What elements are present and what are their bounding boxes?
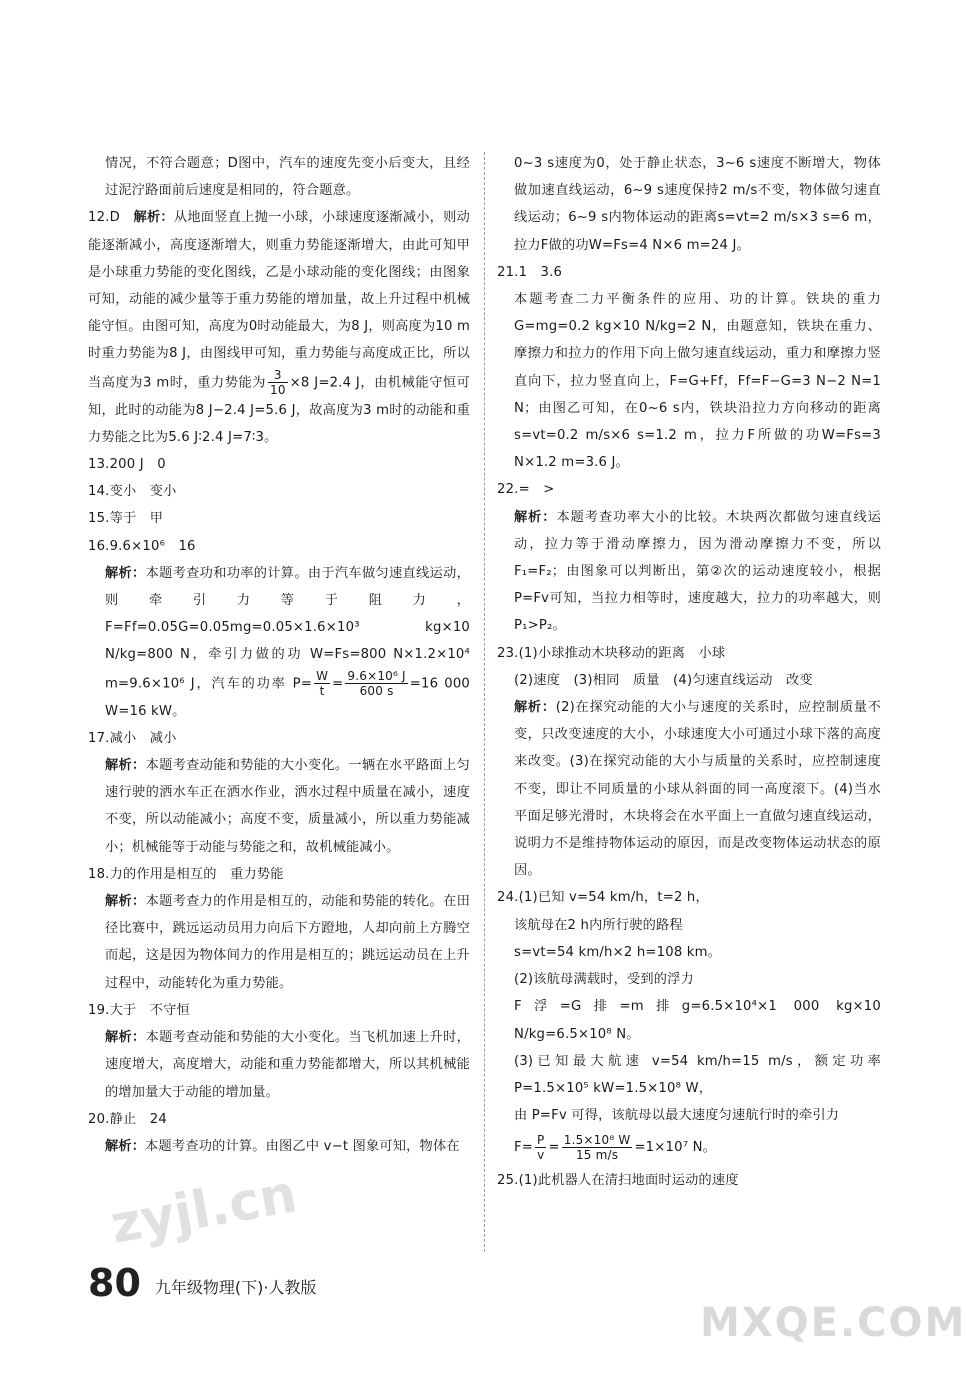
fraction: $\frac{3}{10}$ — [269, 367, 286, 397]
q19-explanation: 解析：本题考查动能和势能的大小变化。当飞机加速上升时，速度增大，高度增大，动能和重力势能都增大，所以其机械能的增加量大于动能的增加量。 — [105, 1030, 470, 1100]
q25: 25.(1)此机器人在清扫地面时运动的速度 — [497, 1173, 739, 1189]
page-footer — [88, 1261, 317, 1305]
q20-explanation: 解析：本题考查功的计算。由图乙中 v−t 图象可知，物体在 — [105, 1138, 460, 1154]
fraction: $\frac{P}{v}$ — [537, 1132, 545, 1162]
fraction: $\frac{\text{9.6×10⁶ J}}{600 s}$ — [347, 668, 406, 698]
left-column — [88, 150, 470, 1160]
book-title: 九年级物理(下)·人教版 — [154, 1278, 317, 1297]
q23-explanation: 解析：(2)在探究动能的大小与速度的关系时，应控制质量不变，只改变速度的大小，小球速度大小可通过小球下落的高度来改变。(3)在探究动能的大小与质量的关系时，应控制速度不变，即让不同质量的小球从斜面的同一高度滚下。(4)当水平面足够光滑时，木块将会在水平面上一直做匀速直线运动，说明力不是维持物体运动的原因，而是改变物体运动状态的原因。 — [514, 700, 881, 879]
q20-answer: 20.静止 24 — [88, 1111, 167, 1127]
q19-answer: 19.大于 不守恒 — [88, 1002, 190, 1018]
q14: 14.变小 变小 — [88, 484, 177, 500]
q12: 12.D 解析：从地面竖直上抛一小球，小球速度逐渐减小，则动能逐渐减小，高度逐渐增大，则重力势能逐渐增大，由此可知甲是小球重力势能的变化图线，乙是小球动能的变化图线；由图象可知，动能的减少量等于重力势能的增加量，故上升过程中机械能守恒。由图可知，高度为0时动能最大，为8 J，则高度为10 m时重力势能为8 J，由图线甲可知，重力势能与高度成正比，所以当高度为3 m时，重力势能为 $\frac{3}{10}$ ×8 J=2.4 J，由机械能守恒可知，此时的动能为8 J−2.4 J=5.6 J，故高度为3 m时的动能和重力势能之比为5.6 J∶2.4 J=7∶3。 — [88, 210, 470, 445]
q24-line-6: (3)已知最大航速 v=54 km/h=15 m/s，额定功率 P=1.5×10⁵ kW=1.5×10⁸ W， — [514, 1053, 881, 1096]
column-divider — [484, 152, 485, 1252]
fraction: $\frac{W}{t}$ — [316, 668, 329, 698]
q23-answer: 23.(1)小球推动木块移动的距离 小球 — [497, 645, 726, 661]
q24-line-1: 24.(1)已知 v=54 km/h，t=2 h， — [497, 890, 709, 906]
q24-line-7: 由 P=Fv 可得，该航母以最大速度匀速航行时的牵引力 — [514, 1108, 840, 1124]
q17-answer: 17.减小 减小 — [88, 730, 177, 746]
q15: 15.等于 甲 — [88, 511, 164, 527]
q18-explanation: 解析：本题考查力的作用是相互的，动能和势能的转化。在田径比赛中，跳远运动员用力向后下方蹬地，人却向前上方腾空而起，这是因为物体间力的作用是相互的；跳远运动员在上升过程中，动能转化为重力势能。 — [105, 894, 470, 991]
q21-answer: 21.1 3.6 — [497, 264, 563, 280]
q13: 13.200 J 0 — [88, 457, 166, 473]
q24-formula: F= $\frac{P}{v}$ = $\frac{\text{1.5×10⁸ W}}{15 m/s}$ =1×10⁷ N。 — [514, 1132, 717, 1162]
q18-answer: 18.力的作用是相互的 重力势能 — [88, 866, 284, 882]
q17-explanation: 解析：本题考查动能和势能的大小变化。一辆在水平路面上匀速行驶的洒水车正在洒水作业，洒水过程中质量在减小，速度不变，所以动能减小；高度不变，质量减小，所以重力势能减小；机械能等于动能与势能之和，故机械能减小。 — [105, 758, 470, 855]
right-column — [497, 150, 881, 1195]
q24-line-2: 该航母在2 h内所行驶的路程 — [514, 917, 683, 933]
q24-line-4: (2)该航母满载时，受到的浮力 — [514, 972, 694, 988]
q22-answer: 22.= > — [497, 482, 555, 498]
watermark-left: zyjl.cn — [106, 1164, 302, 1256]
q22-explanation: 解析：本题考查功率大小的比较。木块两次都做匀速直线运动，拉力等于滑动摩擦力，因为滑动摩擦力不变，所以F₁=F₂；由图象可以判断出，第②次的运动速度较小，根据P=Fv可知，当拉力相等时，速度越大，拉力的功率越大，则P₁>P₂。 — [514, 509, 881, 634]
q24-line-5: F浮=G排=m排g=6.5×10⁴×1 000 kg×10 N/kg=6.5×10⁸ N。 — [514, 999, 881, 1042]
watermark-right: MXQE.COM — [700, 1300, 966, 1346]
page-number: 80 — [88, 1261, 141, 1305]
q21-explanation: 本题考查二力平衡条件的应用、功的计算。铁块的重力G=mg=0.2 kg×10 N/kg=2 N，由题意知，铁块在重力、摩擦力和拉力的作用下向上做匀速直线运动，重力和摩擦力竖直向下，拉力竖直向上，F=G+Ff，Ff=F−G=3 N−2 N=1 N；由图乙可知，在0~6 s内，铁块沿拉力方向移动的距离s=vt=0.2 m/s×6 s=1.2 m，拉力F所做的功W=Fs=3 N×1.2 m=3.6 J。 — [514, 292, 881, 471]
fraction: $\frac{\text{1.5×10⁸ W}}{15 m/s}$ — [563, 1132, 631, 1162]
q24-line-3: s=vt=54 km/h×2 h=108 km。 — [514, 944, 722, 960]
q23-answer-2: (2)速度 (3)相同 质量 (4)匀速直线运动 改变 — [514, 672, 813, 688]
q20-continued: 0~3 s速度为0，处于静止状态，3~6 s速度不断增大，物体做加速直线运动，6~9 s速度保持2 m/s不变，物体做匀速直线运动；6~9 s内物体运动的距离s=vt=2 m/s×3 s=6 m，拉力F做的功W=Fs=4 N×6 m=24 J。 — [514, 156, 881, 253]
q16-answer: 16.9.6×10⁶ 16 — [88, 538, 196, 554]
q11-continued: 情况，不符合题意；D图中，汽车的速度先变小后变大，且经过泥泞路面前后速度是相同的，符合题意。 — [105, 156, 470, 199]
q16-explanation: 解析：本题考查功和功率的计算。由于汽车做匀速直线运动，则牵引力等于阻力，F=Ff=0.05G=0.05mg=0.05×1.6×10³ kg×10 N/kg=800 N，牵引力做的功 W=Fs=800 N×1.2×10⁴ m=9.6×10⁶ J，汽车的功率 P= $\frac{W}{t}$ = $\frac{\text{9.6×10⁶ J}}{600 s}$ =16 000 W=16 kW。 — [105, 565, 471, 719]
